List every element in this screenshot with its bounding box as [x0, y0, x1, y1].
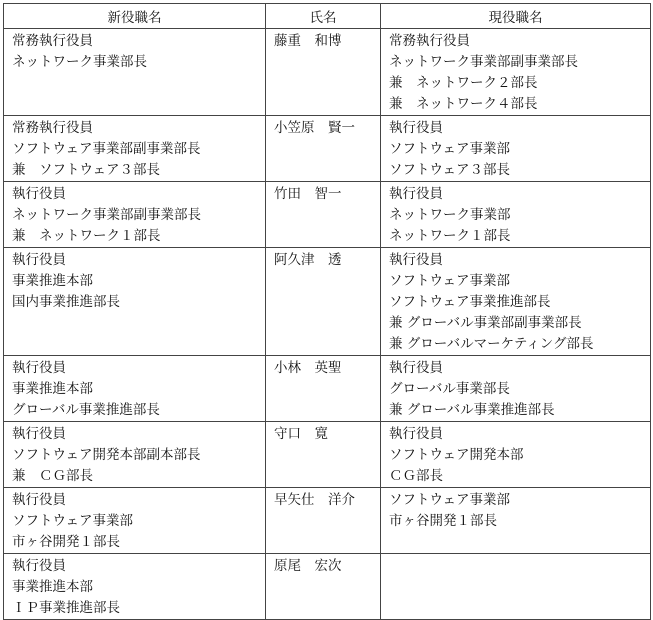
current-title-cell-line: 市ヶ谷開発１部長 — [389, 513, 497, 529]
current-title-cell — [381, 182, 651, 248]
new-title-cell-line: ソフトウェア事業部副事業部長 — [12, 141, 201, 157]
new-title-cell-line: 執行役員 — [12, 360, 66, 376]
new-title-cell-line: ＩＰ事業推進部長 — [12, 600, 120, 616]
new-title-cell — [4, 356, 266, 422]
name-cell — [266, 248, 381, 356]
current-title-cell-line: 兼 ネットワーク２部長 — [389, 75, 538, 91]
current-title-cell-line: ソフトウェア３部長 — [389, 162, 510, 178]
new-title-cell-line: 事業推進本部 — [12, 579, 93, 595]
header-new-title: 新役職名 — [4, 4, 266, 29]
new-title-cell — [4, 554, 266, 620]
header-current-title: 現役職名 — [381, 4, 651, 29]
new-title-cell — [4, 116, 266, 182]
current-title-cell — [381, 488, 651, 554]
header-name: 氏名 — [266, 4, 381, 29]
new-title-cell-line: 兼 ネットワーク１部長 — [12, 228, 161, 244]
current-title-cell-line: ソフトウェア事業部 — [389, 273, 510, 289]
new-title-cell-line: 執行役員 — [12, 186, 66, 202]
current-title-cell — [381, 554, 651, 620]
header-row — [4, 4, 651, 29]
current-title-cell — [381, 248, 651, 356]
person-name: 守口 寛 — [274, 426, 328, 442]
current-title-cell-line: ソフトウェア事業部 — [389, 141, 510, 157]
name-cell — [266, 422, 381, 488]
new-title-cell-line: 市ヶ谷開発１部長 — [12, 534, 120, 550]
current-title-cell-line: ネットワーク事業部 — [389, 207, 511, 223]
new-title-cell — [4, 182, 266, 248]
current-title-cell-line: 兼 グローバル事業部副事業部長 — [389, 315, 582, 331]
current-title-cell — [381, 29, 651, 116]
current-title-cell-line: グローバル事業部長 — [389, 381, 510, 397]
new-title-cell-line: グローバル事業推進部長 — [12, 402, 160, 418]
name-cell — [266, 488, 381, 554]
new-title-cell-line: 常務執行役員 — [12, 120, 93, 136]
new-title-cell — [4, 422, 266, 488]
current-title-cell-line: 執行役員 — [389, 252, 443, 268]
current-title-cell — [381, 356, 651, 422]
current-title-cell-line: 兼 グローバルマーケティング部長 — [389, 336, 594, 352]
person-name: 小林 英聖 — [274, 360, 342, 376]
new-title-cell-line: 事業推進本部 — [12, 381, 93, 397]
person-name: 藤重 和博 — [274, 33, 342, 49]
new-title-cell-line: 常務執行役員 — [12, 33, 93, 49]
current-title-cell-line: 執行役員 — [389, 426, 443, 442]
name-cell — [266, 182, 381, 248]
table-row — [4, 356, 651, 422]
person-name: 小笠原 賢一 — [274, 120, 355, 136]
person-name: 早矢仕 洋介 — [274, 492, 355, 508]
new-title-cell-line: 国内事業推進部長 — [12, 294, 120, 310]
person-name: 竹田 智一 — [274, 186, 342, 202]
new-title-cell-line: ソフトウェア開発本部副本部長 — [12, 447, 201, 463]
new-title-cell-line: 兼 ソフトウェア３部長 — [12, 162, 160, 178]
new-title-cell — [4, 29, 266, 116]
current-title-cell-line: 兼 ネットワーク４部長 — [389, 96, 538, 112]
new-title-cell-line: ソフトウェア事業部 — [12, 513, 133, 529]
new-title-cell-line: 兼 ＣＧ部長 — [12, 468, 93, 484]
name-cell — [266, 554, 381, 620]
current-title-cell-line: ソフトウェア事業推進部長 — [389, 294, 551, 310]
current-title-cell-line: 執行役員 — [389, 186, 443, 202]
personnel-table — [3, 3, 651, 620]
name-cell — [266, 29, 381, 116]
table-row — [4, 422, 651, 488]
current-title-cell-line: 執行役員 — [389, 120, 443, 136]
name-cell — [266, 116, 381, 182]
person-name: 原尾 宏次 — [274, 558, 342, 574]
new-title-cell — [4, 488, 266, 554]
table-row — [4, 116, 651, 182]
current-title-cell — [381, 116, 651, 182]
table-row — [4, 29, 651, 116]
current-title-cell-line: ソフトウェア事業部 — [389, 492, 510, 508]
new-title-cell-line: 執行役員 — [12, 426, 66, 442]
current-title-cell-line: 常務執行役員 — [389, 33, 470, 49]
current-title-cell-line: ＣＧ部長 — [389, 468, 443, 484]
new-title-cell-line: 執行役員 — [12, 252, 66, 268]
new-title-cell-line: 事業推進本部 — [12, 273, 93, 289]
current-title-cell-line: ソフトウェア開発本部 — [389, 447, 524, 463]
new-title-cell-line: ネットワーク事業部副事業部長 — [12, 207, 201, 223]
new-title-cell-line: 執行役員 — [12, 492, 66, 508]
current-title-cell-line: 執行役員 — [389, 360, 443, 376]
current-title-cell — [381, 422, 651, 488]
new-title-cell — [4, 248, 266, 356]
current-title-cell-line: ネットワーク事業部副事業部長 — [389, 54, 578, 70]
current-title-cell-line: ネットワーク１部長 — [389, 228, 511, 244]
table-row — [4, 248, 651, 356]
person-name: 阿久津 透 — [274, 252, 342, 268]
name-cell — [266, 356, 381, 422]
table-row — [4, 554, 651, 620]
new-title-cell-line: 執行役員 — [12, 558, 66, 574]
current-title-cell-line: 兼 グローバル事業推進部長 — [389, 402, 555, 418]
table-row — [4, 182, 651, 248]
new-title-cell-line: ネットワーク事業部長 — [12, 54, 147, 70]
table-row — [4, 488, 651, 554]
